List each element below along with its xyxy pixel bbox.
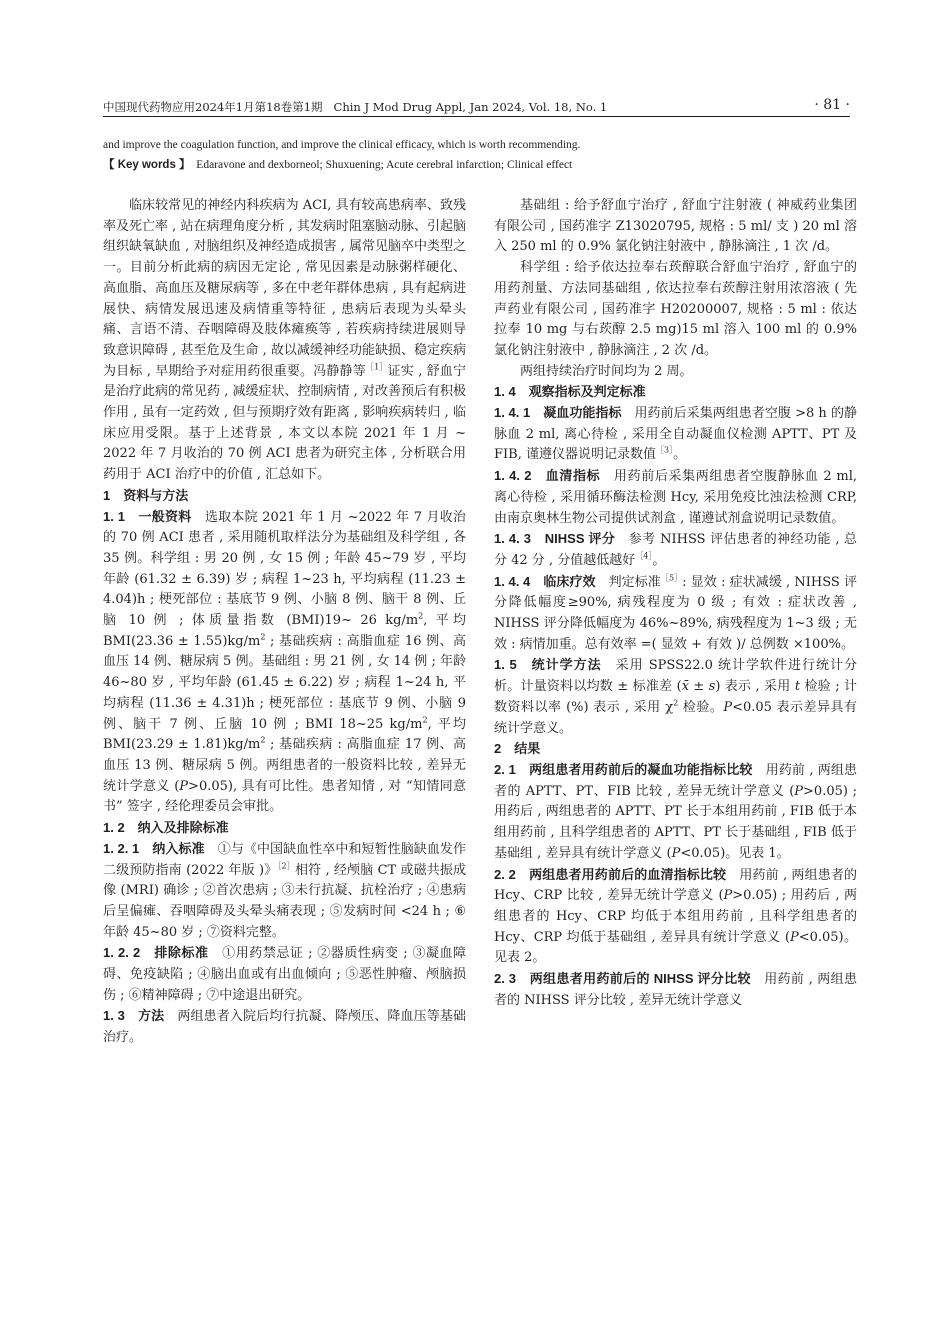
page-number: · 81 · [814, 97, 850, 113]
text: 两组患者入院后均行抗凝、降颅压、降血压等基础治疗。 [103, 1009, 466, 1046]
nihss-paragraph: 1. 4. 3 NIHSS 评分 参考 NIHSS 评估患者的神经功能 , 总分 42 分 , 分值越低越好$^{[4]}$。 [494, 531, 858, 568]
text: 选取本院 2021 年 1 月 ~2022 年 7 月收治的 70 例 ACI 患者 , 采用随机取样法分为基础组及科学组 , 各 35 例。科学组 : 男 20 例 , 女 15 例 ; 年龄 45~79 岁 , 平均年龄 (61.32 ± 6.39) 岁 ; 病程 1~23 h, 平均病程 (11.23 ± 4.04)h ; 梗死部位 : 基底节 9 例、小脑 8 例、脑干 8 例、丘脑 10 例 ; 体质量指数 (BMI)19~ 26 kg/m [103, 509, 466, 629]
efficacy-paragraph [494, 572, 857, 656]
text: 判定标准 [608, 574, 661, 590]
heading-1-4-4: 1. 4. 4 临床疗效 [494, 573, 596, 589]
citation-ref: ［2］ [277, 861, 295, 871]
header-rule [103, 116, 850, 117]
text: >0.05) ; 用药后 , 两组患者的 APTT、PT 长于本组用药前 , FIB 低于本组用药前 , 且科学组患者的 APTT、PT 长于基础组 , FIB 低于基础组 , 差异具有统计学意义 ( [494, 783, 858, 861]
heading-1-2-2: 1. 2. 2 排除标准 [103, 945, 209, 961]
t-symbol: t [794, 679, 801, 695]
heading-2-2: 2. 2 两组患者用药前后的血清指标比较 [494, 866, 727, 882]
citation-ref: ［5］ [660, 573, 683, 583]
text: 用药前 , 两组患者的 Hcy、CRP 比较 , 差异无统计学意义 ( [494, 867, 857, 904]
result-2-3-paragraph [494, 969, 857, 1011]
heading-1-1: 1. 1 一般资料 [103, 508, 192, 524]
text: ①与《中国缺血性卒中和短暂性脑缺血发作二级预防指南 (2022 年版 )》 [103, 841, 466, 878]
text: >0.05), 具有可比性。患者知情 , 对 “知情同意书” 签字 , 经伦理委员会审批。 [103, 778, 466, 815]
superscript: 2 [422, 715, 428, 725]
science-group-paragraph: 科学组 : 给予依达拉奉右莰醇联合舒血宁治疗 , 舒血宁的用药剂量、方法同基础组 , 依达拉奉右莰醇注射用浓溶液 ( 先声药业有限公司 , 国药准字 H20200007, 规格 : 5 ml : 依达拉奉 10 mg 与右莰醇 2.5 mg)15 ml 溶入 100 ml 的 0.9% 氯化钠注射液中 , 静脉滴注 , 2 次 /d。 [494, 260, 857, 358]
text: 采用 SPSS22.0 统计学软件进行统计分析。计量资料以均数 ± 标准差 ( [494, 658, 857, 695]
statistics-paragraph [494, 655, 857, 739]
text: ) 表示 , 采用 [715, 679, 795, 695]
coagulation-paragraph: 1. 4. 1 凝血功能指标 用药前后采集两组患者空腹 >8 h 的静脉血 2 ml, 离心待检 , 采用全自动凝血仪检测 APTT、PT 及 FIB, 谨遵仪器说明记录数值$^{[3]}$。 [494, 405, 857, 463]
text: ; 基础疾病 : 高脂血症 16 例、高血压 14 例、糖尿病 5 例。基础组 : 男 21 例 , 女 14 例 ; 年龄 46~80 岁 , 平均年龄 (61.45 ± 6.22) 岁 ; 病程 1~24 h, 平均病程 (11.36 ± 4.31)h ; 梗死部位 : 基底节 9 例、小脑 9 例、脑干 7 例、丘脑 10 例 ; BMI 18~25 kg/m [103, 633, 466, 732]
basic-group-paragraph: 基础组 : 给予舒血宁治疗 , 舒血宁注射液 ( 神威药业集团有限公司 , 国药准字 Z13020795, 规格 : 5 ml/ 支 ) 20 ml 溶入 250 ml 的 0.9% 氯化钠注射液中 , 静脉滴注 , 1 次 /d。 [494, 198, 857, 255]
heading-1-4: 1. 4 观察指标及判定标准 [494, 384, 646, 400]
text: 用药前后采集两组患者空腹 >8 h 的静脉血 2 ml, 离心待检 , 采用全自动凝血仪检测 APTT、PT 及 FIB, 谨遵仪器说明记录数值 [494, 406, 857, 463]
superscript: 2 [260, 632, 266, 642]
intro-paragraph [103, 196, 466, 486]
heading-1-3: 1. 3 方法 [103, 1008, 165, 1024]
p-symbol: P [723, 888, 733, 904]
citation-ref: ［1］ [365, 362, 388, 372]
heading-1-4-2: 1. 4. 2 血清指标 [494, 468, 601, 484]
section-heading-1: 1 资料与方法 [103, 487, 189, 503]
p-symbol: P [723, 699, 733, 715]
citation-ref: ［3］ [655, 446, 674, 456]
heading-2-3: 2. 3 两组患者用药前后的 NIHSS 评分比较 [494, 971, 751, 987]
text: 检验 ; 计数资料以率 (%) 表示 , 采用 χ [494, 679, 857, 715]
journal-title-en: Chin J Mod Drug Appl, Jan 2024, Vol. 18, No. 1 [333, 100, 608, 114]
method-paragraph [103, 1006, 466, 1048]
text: , 平均 BMI(23.36 ± 1.55)kg/m [103, 613, 467, 649]
text: <0.05 表示差异具有统计学意义。 [494, 699, 857, 736]
text: 用药前 , 两组患者的 NIHSS 评分比较 , 差异无统计学意义 [494, 972, 857, 1008]
heading-1-5: 1. 5 统计学方法 [494, 657, 602, 673]
p-symbol: P [794, 783, 804, 799]
result-2-2-paragraph [494, 865, 857, 970]
section-heading-2: 2 结果 [494, 741, 541, 757]
text: 相符 , 经颅脑 CT 或磁共振成像 (MRI) 确诊 ; ②首次患病 ; ③未行抗凝、抗栓治疗 ; ④患病后呈偏瘫、吞咽障碍及头晕头痛表现 ; ⑤发病时间 <24 h ; ⑥年龄 45~80 岁 ; ⑦资料完整。 [103, 862, 467, 940]
right-column [494, 196, 857, 1011]
left-column [103, 196, 466, 1049]
keywords [103, 157, 850, 173]
intro-text-cont: 证实 , 舒血宁是治疗此病的常见药 , 减缓症状、控制病情 , 对改善预后有积极作用 , 虽有一定药效 , 但与预期疗效有距离 , 影响疾病转归 , 临床应用受限。基于上述背景 , 本文以本院 2021 年 1 月 ~ 2022 年 7 月收治的 70 例 ACI 患者为研究主体 , 分析联合用药用于 ACI 治疗中的价值 , 汇总如下。 [103, 363, 467, 483]
text: : 显效 : 症状减缓 , NIHSS 评分降低幅度≥90%, 病残程度为 0 级 ; 有效 : 症状改善 , NIHSS 评分降低幅度为 46%~89%, 病残程度为 1~3 级 ; 无效 : 病情加重。总有效率 =( 显效 + 有效 )/ 总例数 ×100%。 [494, 574, 857, 652]
text: 用药前 , 两组患者的 APTT、PT、FIB 比较 , 差异无统计学意义 ( [494, 762, 857, 799]
p-symbol: P [789, 929, 799, 945]
journal-title-cn: 中国现代药物应用2024年1月第18卷第1期 [103, 100, 323, 114]
superscript: 2 [673, 698, 679, 708]
journal-citation [103, 100, 607, 114]
heading-1-2-1: 1. 2. 1 纳入标准 [103, 840, 205, 856]
general-data-paragraph [103, 507, 466, 819]
heading-1-4-3: 1. 4. 3 NIHSS 评分 [494, 531, 616, 547]
text: >0.05) ; 用药后 , 两组患者的 Hcy、CRP 均低于本组用药前 , 且科学组患者的 Hcy、CRP 均低于基础组 , 差异具有统计学意义 ( [494, 888, 857, 945]
inclusion-paragraph [103, 839, 466, 944]
text: 参考 NIHSS 评估患者的神经功能 , 总分 42 分 , 分值越低越好 [494, 532, 858, 568]
superscript: 2 [418, 611, 424, 621]
serum-paragraph [494, 466, 857, 529]
p-symbol: P [671, 845, 681, 861]
text: ; 基础疾病 : 高脂血症 17 例、高血压 13 例、糖尿病 5 例。两组患者的一般资料比较 , 差异无统计学意义 ( [103, 737, 466, 794]
mean-sd-symbol: x̄ ± s [681, 679, 716, 695]
text: 检验。 [678, 699, 724, 715]
heading-1-2: 1. 2 纳入及排除标准 [103, 820, 229, 836]
text: <0.05)。见表 2。 [494, 929, 857, 966]
duration-paragraph: 两组持续治疗时间均为 2 周。 [520, 363, 693, 379]
abstract-continuation: and improve the coagulation function, and improve the clinical efficacy, which is worth recommending. [103, 139, 581, 151]
heading-1-4-1: 1. 4. 1 凝血功能指标 [494, 405, 622, 421]
heading-2-1: 2. 1 两组患者用药前后的凝血功能指标比较 [494, 761, 753, 777]
text: <0.05)。见表 1。 [680, 845, 790, 861]
p-symbol: P [179, 778, 189, 794]
text: , 平均 BMI(23.29 ± 1.81)kg/m [103, 716, 466, 753]
keywords-label: 【 Key words 】 [103, 159, 191, 171]
text: ①用药禁忌证 ; ②器质性病变 ; ③凝血障碍、免疫缺陷 ; ④脑出血或有出血倾向 ; ⑤恶性肿瘤、颅脑损伤 ; ⑥精神障碍 ; ⑦中途退出研究。 [103, 946, 466, 1003]
superscript: 2 [260, 735, 266, 745]
running-header [103, 98, 850, 120]
exclusion-paragraph [103, 943, 466, 1006]
citation-ref: ［4］ [635, 551, 653, 561]
text: 用药前后采集两组患者空腹静脉血 2 ml, 离心待检 , 采用循环酶法检测 Hcy, 采用免疫比浊法检测 CRP, 由南京奥林生物公司提供试剂盒 , 谨遵试剂盒说明记录数值。 [494, 469, 857, 526]
result-2-1-paragraph [494, 760, 857, 865]
keywords-text: Edaravone and dexborneol; Shuxuening; Acute cerebral infarction; Clinical effect [196, 159, 573, 171]
intro-text: 临床较常见的神经内科疾病为 ACI, 具有较高患病率、致残率及死亡率 , 站在病理角度分析 , 其发病时阻塞脑动脉、引起脑组织缺氧缺血 , 对脑组织及神经造成损害 , 属常见脑卒中类型之一。目前分析此病的病因无定论 , 常见因素是动脉粥样硬化、高血脂、高血压及糖尿病等 , 多在中老年群体患病 , 具有起病进展快、病情发展迅速及病情重等特征 , 患病后表现为头晕头痛、言语不清、吞咽障碍及肢体瘫痪等 , 若疾病持续进展则导致意识障碍 , 甚至危及生命 , 故以减缓神经功能缺损、稳定疾病为目标 , 早期给予对症用药很重要。冯静静等 [103, 198, 466, 379]
